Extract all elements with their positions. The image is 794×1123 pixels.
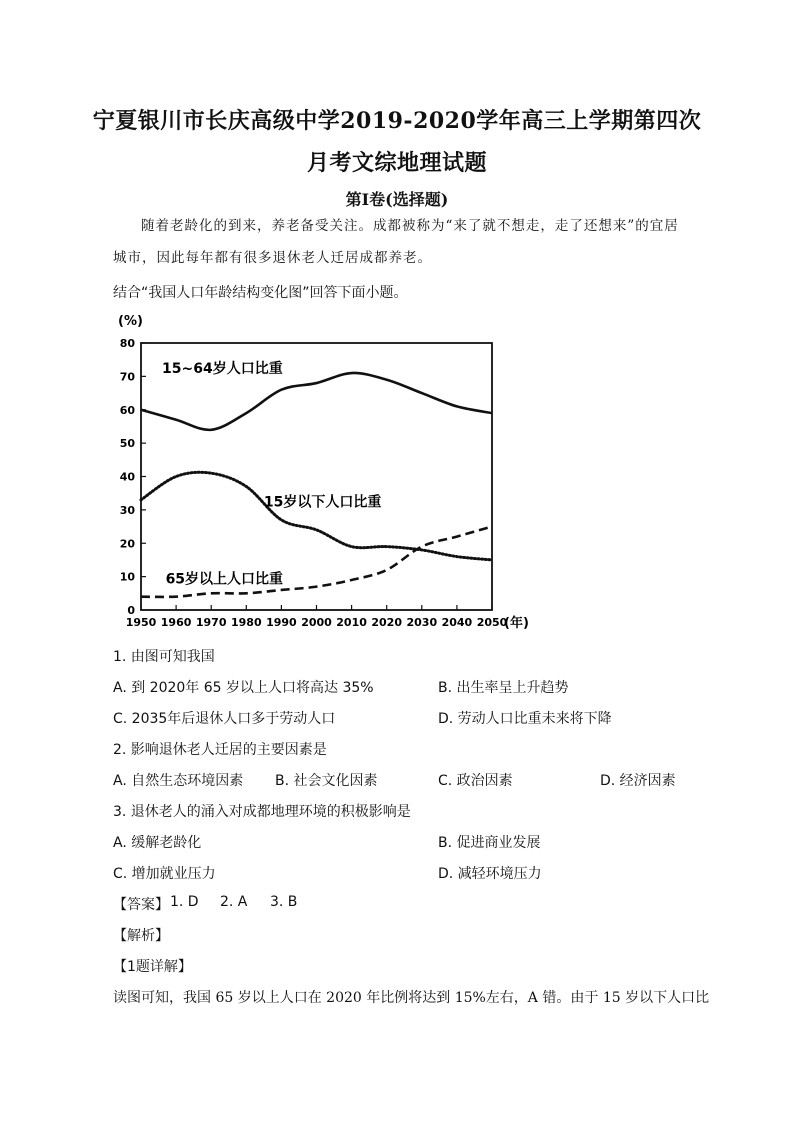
- detail-label: 【1题详解】: [113, 959, 192, 975]
- x-tick-label: 1970: [195, 616, 227, 629]
- x-tick-label: 1990: [266, 616, 297, 629]
- x-tick-label: 1980: [230, 616, 262, 629]
- question-3-stem: 3. 退休老人的涌入对成都地理环境的积极影响是: [113, 804, 411, 820]
- intro-line-1: 随着老龄化的到来，养老备受关注。成都被称为“来了就不想走，走了还想来”的宜居: [141, 218, 679, 234]
- x-tick-label: 2050: [476, 616, 508, 629]
- answer-2: 2. A: [220, 894, 248, 910]
- series-label-1: 15~64岁人口比重: [162, 361, 283, 378]
- x-tick-label: 2000: [301, 616, 332, 629]
- y-tick-label: 50: [119, 437, 135, 451]
- paper-title-line-2: 月考文综地理试题: [306, 150, 487, 176]
- question-1-stem: 1. 由图可知我国: [113, 649, 215, 665]
- q1-option-d: D. 劳动人口比重未来将下降: [438, 711, 612, 727]
- y-tick-label: 80: [119, 337, 135, 350]
- q2-option-d: D. 经济因素: [600, 773, 676, 789]
- y-tick-label: 20: [119, 537, 135, 551]
- x-tick-label: 1950: [125, 616, 157, 629]
- x-tick-label: 1960: [160, 616, 192, 629]
- answer-3: 3. B: [270, 894, 298, 910]
- q2-option-c: C. 政治因素: [438, 773, 513, 789]
- q3-option-d: D. 减轻环境压力: [438, 866, 542, 882]
- q1-option-b: B. 出生率呈上升趋势: [438, 680, 569, 696]
- answer-label: 【答案】: [113, 897, 169, 913]
- x-tick-label: 2040: [441, 616, 473, 629]
- y-tick-label: 40: [119, 470, 135, 484]
- y-tick-label: 70: [119, 370, 135, 384]
- instruction: 结合“我国人口年龄结构变化图”回答下面小题。: [113, 285, 408, 301]
- q3-option-c: C. 增加就业压力: [113, 866, 216, 882]
- paper-title-line-1: 宁夏银川市长庆高级中学2019-2020学年高三上学期第四次: [92, 108, 702, 134]
- q3-option-a: A. 缓解老龄化: [113, 835, 202, 851]
- intro-line-2: 城市，因此每年都有很多退休老人迁居成都养老。: [113, 250, 432, 266]
- x-tick-label: 2020: [371, 616, 403, 629]
- population-chart: [110, 305, 560, 630]
- analysis-label: 【解析】: [113, 928, 169, 944]
- y-tick-label: 60: [119, 403, 135, 417]
- x-tick-label: 2030: [406, 616, 438, 629]
- series-line-1: [141, 373, 492, 430]
- x-tick-label: 2010: [336, 616, 367, 629]
- answer-1: 1. D: [170, 894, 199, 910]
- q3-option-b: B. 促进商业发展: [438, 835, 541, 851]
- y-tick-label: 0: [127, 604, 135, 617]
- series-line-2: [141, 472, 492, 560]
- detail-text: 读图可知，我国 65 岁以上人口在 2020 年比例将达到 15%左右，A 错。由于 15 岁以下人口比: [113, 990, 710, 1006]
- y-axis-label: (%): [118, 314, 143, 329]
- section-heading: 第Ⅰ卷(选择题): [345, 190, 449, 209]
- q1-option-c: C. 2035年后退休人口多于劳动人口: [113, 711, 336, 727]
- y-tick-label: 10: [119, 570, 135, 584]
- y-tick-label: 30: [119, 503, 135, 517]
- q1-option-a: A. 到 2020年 65 岁以上人口将高达 35%: [113, 680, 374, 696]
- series-label-3: 65岁以上人口比重: [165, 571, 284, 588]
- x-axis-label: (年): [504, 616, 529, 630]
- q2-option-a: A. 自然生态环境因素: [113, 773, 244, 789]
- q2-option-b: B. 社会文化因素: [275, 773, 378, 789]
- question-2-stem: 2. 影响退休老人迁居的主要因素是: [113, 742, 327, 758]
- series-label-2: 15岁以下人口比重: [263, 494, 382, 511]
